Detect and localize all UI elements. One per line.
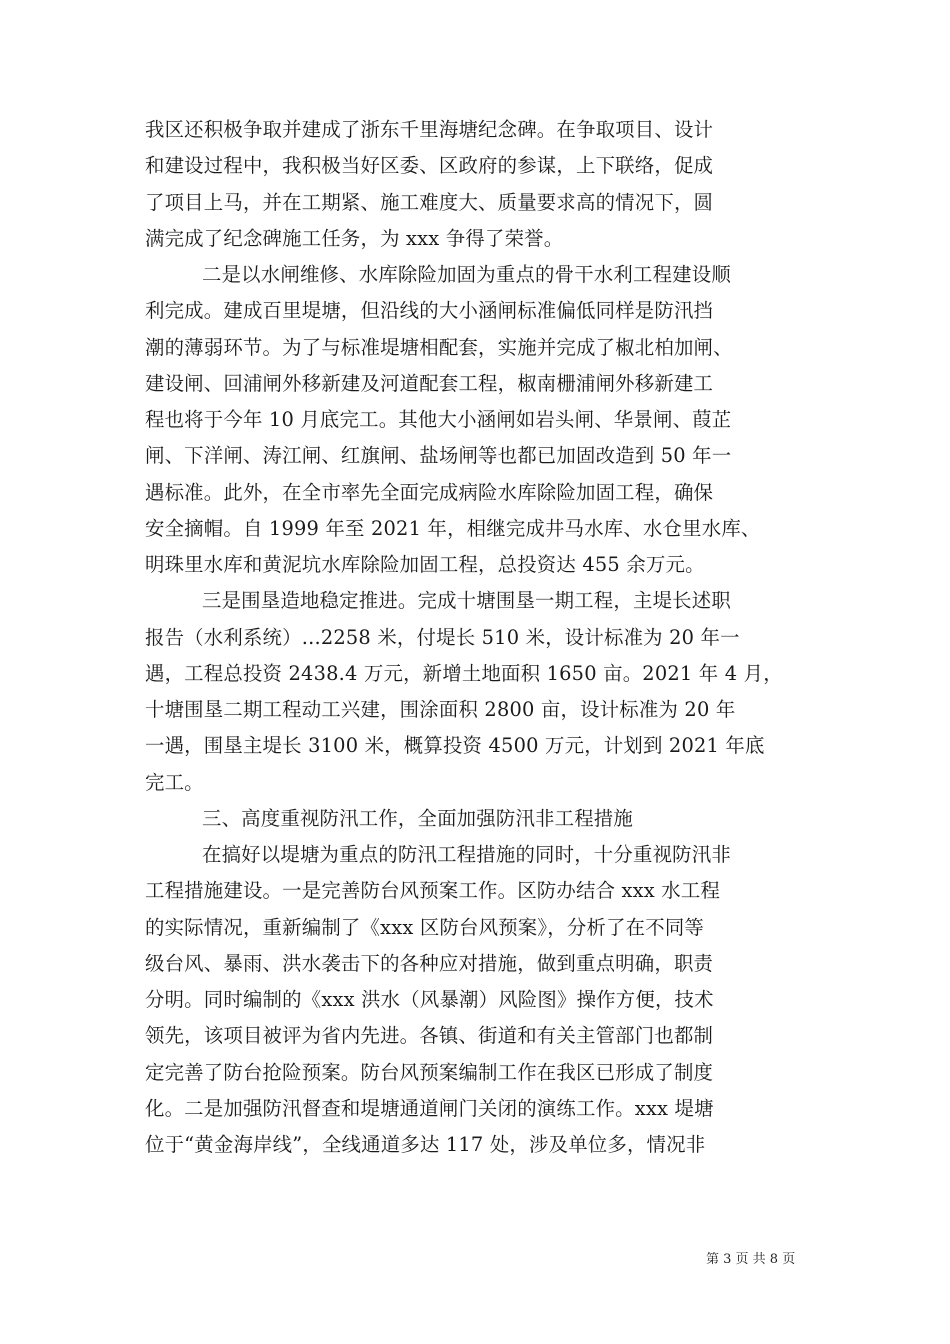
text-line: 分明。同时编制的《xxx 洪水（风暴潮）风险图》操作方便，技术 <box>145 988 714 1011</box>
text-line: 的实际情况，重新编制了《xxx 区防台风预案》，分析了在不同等 <box>145 915 705 939</box>
text-line: 定完善了防台抢险预案。防台风预案编制工作在我区已形成了制度 <box>145 1060 714 1084</box>
text-line: 三、高度重视防汛工作，全面加强防汛非工程措施 <box>202 806 633 830</box>
text-line: 位于“黄金海岸线”，全线通道多达 117 处，涉及单位多，情况非 <box>145 1133 706 1156</box>
text-line: 满完成了纪念碑施工任务，为 xxx 争得了荣誉。 <box>145 226 564 250</box>
text-line: 领先，该项目被评为省内先进。各镇、街道和有关主管部门也都制 <box>145 1024 714 1048</box>
text-line: 了项目上马，并在工期紧、施工难度大、质量要求高的情况下，圆 <box>145 190 714 214</box>
text-line: 三是围垦造地稳定推进。完成十塘围垦一期工程，主堤长述职 <box>202 589 731 613</box>
text-line: 和建设过程中，我积极当好区委、区政府的参谋，上下联络，促成 <box>145 154 714 178</box>
text-line: 明珠里水库和黄泥坑水库除险加固工程，总投资达 455 余万元。 <box>145 553 705 576</box>
body-text <box>145 112 807 1163</box>
text-line: 我区还积极争取并建成了浙东千里海塘纪念碑。在争取项目、设计 <box>145 118 714 141</box>
text-line: 在搞好以堤塘为重点的防汛工程措施的同时，十分重视防汛非 <box>202 843 731 866</box>
text-line: 闸、下洋闸、涛江闸、红旗闸、盐场闸等也都已加固改造到 50 年一 <box>145 444 732 468</box>
text-line: 报告（水利系统）...2258 米，付堤长 510 米，设计标准为 20 年一 <box>145 625 740 649</box>
text-line: 建设闸、回浦闸外移新建及河道配套工程，椒南栅浦闸外移新建工 <box>145 371 714 395</box>
text-line: 利完成。建成百里堤塘，但沿线的大小涵闸标准偏低同样是防汛挡 <box>145 299 714 323</box>
text-line: 安全摘帽。自 1999 年至 2021 年，相继完成井马水库、水仓里水库、 <box>145 516 761 540</box>
text-line: 二是以水闸维修、水库除险加固为重点的骨干水利工程建设顺 <box>202 263 731 286</box>
text-line: 工程措施建设。一是完善防台风预案工作。区防办结合 xxx 水工程 <box>145 879 721 903</box>
text-line: 级台风、暴雨、洪水袭击下的各种应对措施，做到重点明确，职责 <box>145 951 714 975</box>
text-line: 化。二是加强防汛督查和堤塘通道闸门关闭的演练工作。xxx 堤塘 <box>145 1096 714 1120</box>
text-line: 遇，工程总投资 2438.4 万元，新增土地面积 1650 亩。2021 年 4 月， <box>145 661 783 685</box>
text-line: 完工。 <box>145 770 204 794</box>
text-line: 程也将于今年 10 月底完工。其他大小涵闸如岩头闸、华景闸、葭芷 <box>145 408 732 431</box>
page-number: 第 3 页 共 8 页 <box>706 1252 796 1267</box>
text-line: 十塘围垦二期工程动工兴建，围涂面积 2800 亩，设计标准为 20 年 <box>145 698 736 721</box>
text-line: 一遇，围垦主堤长 3100 米，概算投资 4500 万元，计划到 2021 年底 <box>145 734 765 758</box>
text-line: 遇标准。此外，在全市率先全面完成病险水库除险加固工程，确保 <box>145 480 714 504</box>
text-line: 潮的薄弱环节。为了与标准堤塘相配套，实施并完成了椒北柏加闸、 <box>145 335 733 359</box>
